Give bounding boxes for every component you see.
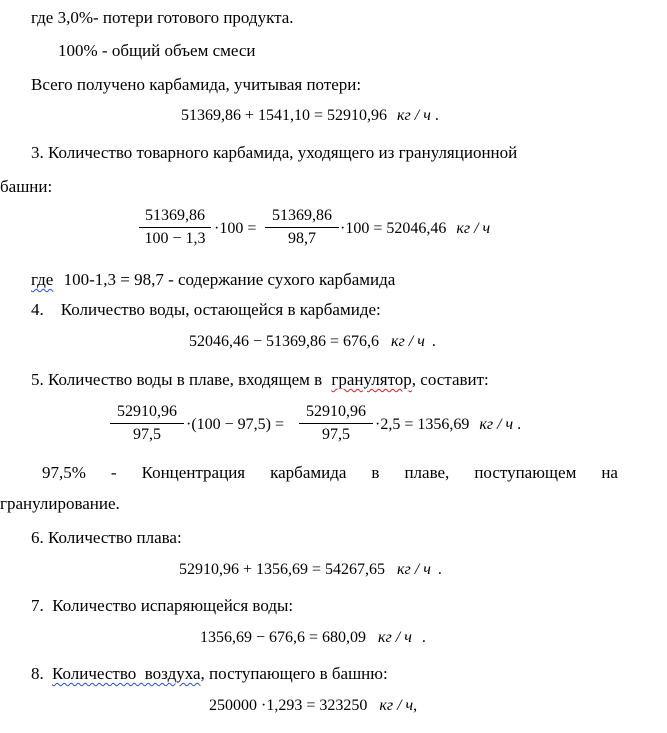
text-concentration: [42, 463, 618, 483]
text-total-mix: 100% - общий объем смеси: [58, 41, 256, 60]
formula-4-unit: кг / ч: [479, 416, 514, 433]
formula-3-unit: кг / ч: [391, 333, 425, 350]
formula-2-denominator-2: 98,7: [288, 230, 316, 247]
formula-4-numerator-1: 52910,96: [117, 403, 177, 420]
text-dry-carbamide-rest: 100-1,3 = 98,7 - содержание сухого карбамида: [63, 270, 396, 289]
item-8-number: 8.: [31, 664, 44, 683]
formula-6: [200, 629, 426, 647]
formula-4-denominator-2: 97,5: [322, 426, 350, 443]
formula-4-result: ·2,5 = 1356,69: [375, 416, 470, 433]
text-dry-carbamide: [31, 270, 395, 290]
item-5-heading-a: 5. Количество воды в плаве, входящем в: [31, 370, 323, 389]
fraction-bar: [265, 227, 339, 228]
formula-7-end: ,: [413, 697, 418, 714]
formula-1-end: .: [434, 107, 439, 124]
formula-4-numerator-2: 52910,96: [306, 403, 366, 420]
word: 97,5%: [42, 463, 86, 482]
formula-2-fraction-1: [139, 206, 211, 249]
formula-2-tail: [340, 220, 490, 238]
word: -: [110, 463, 117, 482]
item-6-heading: 6. Количество плава:: [31, 528, 182, 547]
formula-4-denominator-1: 97,5: [133, 426, 161, 443]
item-3-heading: 3. Количество товарного карбамида, уходящего из грануляционной: [31, 143, 518, 162]
formula-5-end: .: [437, 561, 442, 578]
word: карбамида: [270, 463, 347, 482]
spellcheck-word-gde: где: [31, 270, 54, 289]
formula-2-unit: кг / ч: [456, 220, 491, 237]
formula-3-expr: 52046,46 − 51369,86 = 676,6: [189, 333, 380, 350]
item-5-heading: [31, 370, 489, 390]
formula-5-expr: 52910,96 + 1356,69 = 54267,65: [179, 561, 386, 578]
spellcheck-phrase-air-amount: Количество воздуха: [52, 664, 201, 683]
formula-5-unit: кг / ч: [397, 561, 431, 578]
word: в: [371, 463, 380, 482]
formula-4-mid: ·(100 − 97,5) =: [186, 416, 285, 433]
formula-4-fraction-1: [110, 402, 184, 445]
item-8-heading-rest: , поступающего в башню:: [200, 664, 388, 683]
formula-1: [181, 107, 439, 125]
formula-2-denominator-1: 100 − 1,3: [144, 230, 206, 247]
formula-4-end: .: [517, 416, 522, 433]
formula-3-end: .: [431, 333, 436, 350]
formula-2-mid: ·100 =: [214, 220, 257, 237]
fraction-bar: [139, 227, 211, 228]
formula-1-expr: 51369,86 + 1541,10 = 52910,96: [181, 107, 388, 124]
formula-6-expr: 1356,69 − 676,6 = 680,09: [200, 629, 367, 646]
formula-4-fraction-2: [299, 402, 373, 445]
formula-2-numerator-1: 51369,86: [145, 207, 205, 224]
formula-4-tail: [375, 416, 521, 434]
formula-3: [189, 333, 436, 351]
text-concentration-cont: гранулирование.: [0, 494, 120, 513]
word: поступающем: [474, 463, 577, 482]
formula-5: [179, 561, 442, 579]
formula-2-numerator-2: 51369,86: [272, 207, 332, 224]
item-3-heading-cont: башни:: [0, 177, 53, 196]
formula-6-end: .: [421, 629, 426, 646]
formula-6-unit: кг / ч: [378, 629, 412, 646]
text-loss-note: где 3,0%- потери готового продукта.: [31, 8, 294, 27]
item-7-heading: 7. Количество испаряющейся воды:: [31, 596, 294, 615]
formula-2-result: ·100 = 52046,46: [340, 220, 447, 237]
formula-7-unit: кг / ч: [379, 697, 414, 714]
item-8-heading: [31, 664, 388, 684]
formula-7: [209, 697, 417, 715]
word: на: [601, 463, 618, 482]
item-4-heading: 4. Количество воды, остающейся в карбамиде:: [31, 300, 381, 319]
item-5-heading-c: , составит:: [411, 370, 489, 389]
word: Концентрация: [141, 463, 246, 482]
formula-1-unit: кг / ч: [397, 107, 431, 124]
formula-2-fraction-2: [265, 206, 339, 249]
formula-7-expr: 250000 ·1,293 = 323250: [209, 697, 368, 714]
fraction-bar: [299, 423, 373, 424]
fraction-bar: [110, 423, 184, 424]
spellcheck-word-granulator: гранулятор: [331, 370, 412, 389]
text-total-carbamide: Всего получено карбамида, учитывая потери:: [31, 75, 362, 94]
word: плаве,: [404, 463, 450, 482]
